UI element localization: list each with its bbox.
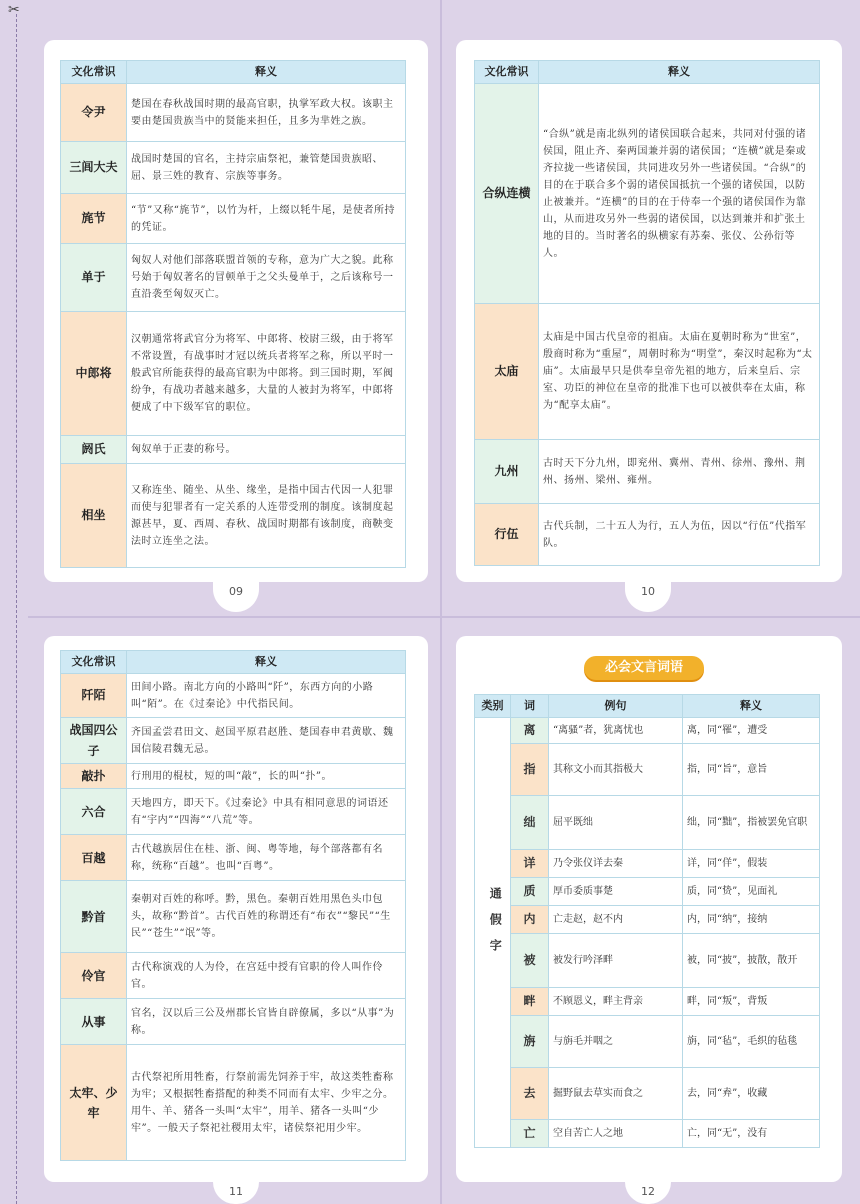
- header-term: 文化常识: [61, 651, 127, 674]
- meaning-cell: 绌，同“黜”，指被罢免官职: [683, 796, 820, 850]
- meaning-cell: “节”又称“旄节”，以竹为杆，上缀以牦牛尾，是使者所持的凭证。: [127, 194, 406, 244]
- header-example: 例句: [549, 695, 683, 718]
- example-cell: 掘野鼠去草实而食之: [549, 1068, 683, 1120]
- example-cell: 不顾恩义，畔主背亲: [549, 988, 683, 1016]
- scissors-icon: ✂: [8, 2, 20, 18]
- meaning-cell: 战国时楚国的官名，主持宗庙祭祀，兼管楚国贵族昭、屈、景三姓的教育、宗族等事务。: [127, 142, 406, 194]
- term-cell: 阏氏: [61, 436, 127, 464]
- meaning-cell: 亡，同“无”，没有: [683, 1120, 820, 1148]
- term-cell: 中郎将: [61, 312, 127, 436]
- term-cell: 行伍: [475, 504, 539, 566]
- word-cell: 指: [511, 744, 549, 796]
- word-cell: 旃: [511, 1016, 549, 1068]
- term-cell: 六合: [61, 789, 127, 835]
- term-cell: 敲扑: [61, 764, 127, 789]
- page-number-09: 09: [213, 582, 259, 612]
- meaning-cell: 田间小路。南北方向的小路叫“阡”，东西方向的小路叫“陌”。在《过秦论》中代指民间。: [127, 674, 406, 718]
- word-cell: 亡: [511, 1120, 549, 1148]
- header-category: 类别: [475, 695, 511, 718]
- meaning-cell: 内，同“纳”，接纳: [683, 906, 820, 934]
- header-term: 文化常识: [475, 61, 539, 84]
- word-cell: 绌: [511, 796, 549, 850]
- category-label: 通假字: [488, 887, 503, 966]
- example-cell: 屈平既绌: [549, 796, 683, 850]
- meaning-cell: 行刑用的棍杖，短的叫“敲”，长的叫“扑”。: [127, 764, 406, 789]
- term-cell: 合纵连横: [475, 84, 539, 304]
- word-cell: 被: [511, 934, 549, 988]
- culture-table-11: [60, 650, 406, 1161]
- term-cell: 相坐: [61, 464, 127, 568]
- term-cell: 令尹: [61, 84, 127, 142]
- example-cell: 其称文小而其指极大: [549, 744, 683, 796]
- term-cell: 从事: [61, 999, 127, 1045]
- word-cell: 质: [511, 878, 549, 906]
- term-cell: 伶官: [61, 953, 127, 999]
- meaning-cell: 指，同“旨”，意旨: [683, 744, 820, 796]
- meaning-cell: 详，同“佯”，假装: [683, 850, 820, 878]
- header-word: 词: [511, 695, 549, 718]
- meaning-cell: 古代祭祀所用牲畜，行祭前需先饲养于牢，故这类牲畜称为牢；又根据牲畜搭配的种类不同而有太牢、少牢之分。用牛、羊、猪各一头叫“太牢”，用羊、猪各一头叫“少牢”。一般天子祭祀社稷用太牢，诸侯祭祀用少牢。: [127, 1045, 406, 1161]
- word-cell: 详: [511, 850, 549, 878]
- term-cell: 黔首: [61, 881, 127, 953]
- term-cell: 太庙: [475, 304, 539, 440]
- example-cell: 被发行吟泽畔: [549, 934, 683, 988]
- word-cell: 去: [511, 1068, 549, 1120]
- meaning-cell: 离，同“罹”，遭受: [683, 718, 820, 744]
- word-cell: 离: [511, 718, 549, 744]
- word-cell: 畔: [511, 988, 549, 1016]
- meaning-cell: “合纵”就是南北纵列的诸侯国联合起来，共同对付强的诸侯国，阻止齐、秦两国兼并弱的诸侯国；“连横”就是秦或齐拉拢一些诸侯国，共同进攻另外一些诸侯国。“合纵”的目的在于联合多个弱的诸侯国抵抗一个强的诸侯国，以防止被兼并。“连横”的目的在于侍奉一个强的诸侯国作为靠山，从而进攻另外一些弱的诸侯国，以达到兼并和扩张土地的目的。当时著名的纵横家有苏秦、张仪、公孙衍等人。: [539, 84, 820, 304]
- meaning-cell: 天地四方，即天下。《过秦论》中具有相同意思的词语还有“宇内”“四海”“八荒”等。: [127, 789, 406, 835]
- meaning-cell: 旃，同“毡”，毛织的毡毯: [683, 1016, 820, 1068]
- meaning-cell: 太庙是中国古代皇帝的祖庙。太庙在夏朝时称为“世室”，殷商时称为“重屋”，周朝时称为“明堂”，秦汉时起称为“太庙”。太庙最早只是供奉皇帝先祖的地方，后来皇后、宗室、功臣的神位在皇帝的批准下也可以被供奉在太庙，称为“配享太庙”。: [539, 304, 820, 440]
- header-meaning: 释义: [539, 61, 820, 84]
- meaning-cell: 畔，同“叛”，背叛: [683, 988, 820, 1016]
- cut-line: [16, 14, 17, 1204]
- word-cell: 内: [511, 906, 549, 934]
- term-cell: 战国四公子: [61, 718, 127, 764]
- meaning-cell: 又称连坐、随坐、从坐、缘坐，是指中国古代因一人犯罪而使与犯罪者有一定关系的人连带受刑的制度。该制度起源甚早，夏、西周、春秋、战国时期都有该制度，商鞅变法时立连坐之法。: [127, 464, 406, 568]
- term-cell: 百越: [61, 835, 127, 881]
- term-cell: 三闾大夫: [61, 142, 127, 194]
- category-cell: [475, 718, 511, 1148]
- example-cell: 乃令张仪详去秦: [549, 850, 683, 878]
- meaning-cell: 官名，汉以后三公及州郡长官皆自辟僚属，多以“从事”为称。: [127, 999, 406, 1045]
- section-title-badge: 必会文言词语: [584, 656, 704, 680]
- meaning-cell: 去，同“弆”，收藏: [683, 1068, 820, 1120]
- meaning-cell: 质，同“贽”，见面礼: [683, 878, 820, 906]
- page-number-12: 12: [625, 1182, 671, 1204]
- header-meaning: 释义: [683, 695, 820, 718]
- page-divider-vertical: [440, 0, 442, 1204]
- term-cell: 九州: [475, 440, 539, 504]
- example-cell: 空自苦亡人之地: [549, 1120, 683, 1148]
- page-divider-horizontal: [28, 616, 860, 618]
- culture-table-10: [474, 60, 820, 566]
- meaning-cell: 古代兵制，二十五人为行，五人为伍，因以“行伍”代指军队。: [539, 504, 820, 566]
- meaning-cell: 齐国孟尝君田文、赵国平原君赵胜、楚国春申君黄歇、魏国信陵君魏无忌。: [127, 718, 406, 764]
- example-cell: 与旃毛并咽之: [549, 1016, 683, 1068]
- meaning-cell: 古代越族居住在桂、浙、闽、粤等地，每个部落都有名称，统称“百越”。也叫“百粤”。: [127, 835, 406, 881]
- header-meaning: 释义: [127, 61, 406, 84]
- culture-table-09: [60, 60, 406, 568]
- header-meaning: 释义: [127, 651, 406, 674]
- term-cell: 单于: [61, 244, 127, 312]
- page-number-10: 10: [625, 582, 671, 612]
- meaning-cell: 匈奴单于正妻的称号。: [127, 436, 406, 464]
- example-cell: 亡走赵，赵不内: [549, 906, 683, 934]
- term-cell: 旄节: [61, 194, 127, 244]
- vocab-table-12: [474, 694, 820, 1148]
- meaning-cell: 汉朝通常将武官分为将军、中郎将、校尉三级，由于将军不常设置，有战事时才冠以统兵者将军之称，所以平时一般武官所能获得的最高官职为中郎将。到三国时期，军阀纷争，有战功者越来越多，大量的人被封为将军，中郎将便成了中下级军官的职位。: [127, 312, 406, 436]
- example-cell: “离骚”者，犹离忧也: [549, 718, 683, 744]
- meaning-cell: 古时天下分九州，即兖州、冀州、青州、徐州、豫州、荆州、扬州、梁州、雍州。: [539, 440, 820, 504]
- term-cell: 太牢、少牢: [61, 1045, 127, 1161]
- example-cell: 厚币委质事楚: [549, 878, 683, 906]
- meaning-cell: 秦朝对百姓的称呼。黔，黑色。秦朝百姓用黑色头巾包头，故称“黔首”。古代百姓的称谓还有“布衣”“黎民”“生民”“苍生”“氓”等。: [127, 881, 406, 953]
- term-cell: 阡陌: [61, 674, 127, 718]
- meaning-cell: 古代称演戏的人为伶，在宫廷中授有官职的伶人叫作伶官。: [127, 953, 406, 999]
- page-number-11: 11: [213, 1182, 259, 1204]
- header-term: 文化常识: [61, 61, 127, 84]
- meaning-cell: 被，同“披”，披散，散开: [683, 934, 820, 988]
- meaning-cell: 楚国在春秋战国时期的最高官职，执掌军政大权。该职主要由楚国贵族当中的贤能来担任，且多为芈姓之族。: [127, 84, 406, 142]
- meaning-cell: 匈奴人对他们部落联盟首领的专称，意为广大之貌。此称号始于匈奴著名的冒顿单于之父头曼单于，之后该称号一直沿袭至匈奴灭亡。: [127, 244, 406, 312]
